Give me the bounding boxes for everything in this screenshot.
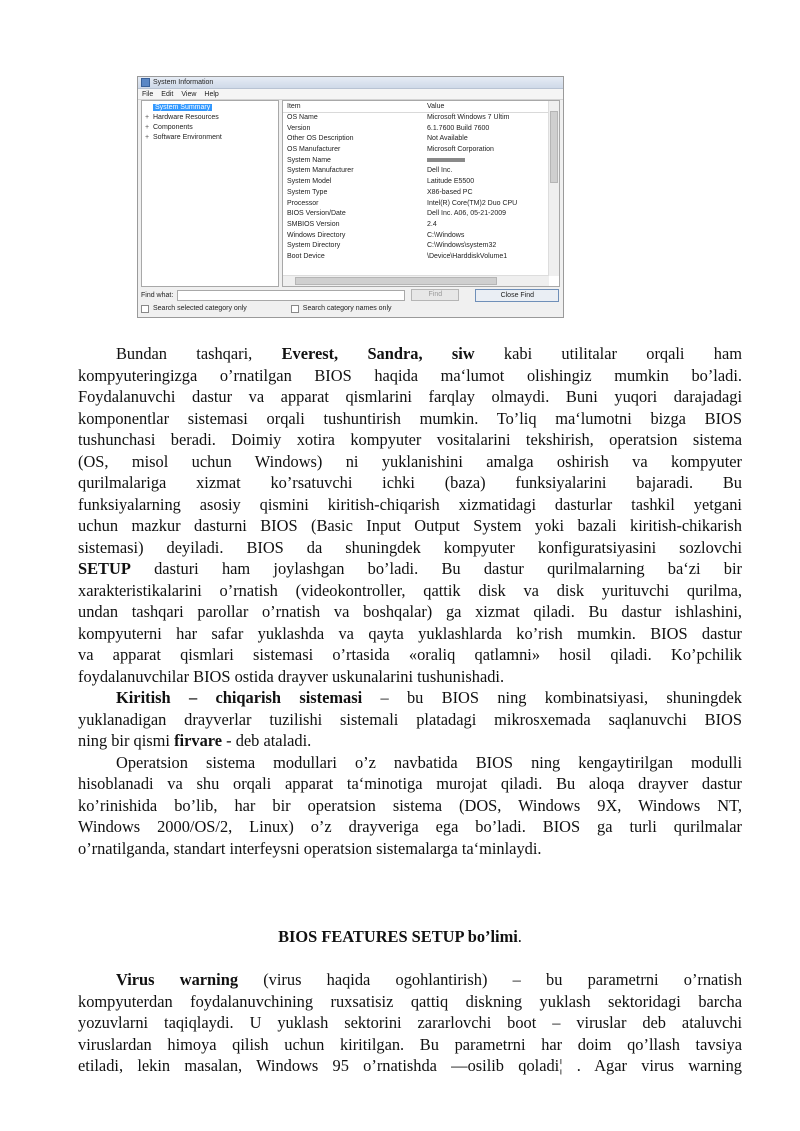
grid-cell-item: OS Manufacturer [287,146,341,154]
grid-row[interactable] [283,145,559,156]
p3-line: Windows 2000/OS/2, Linux) o’z drayveriga ega bo’ladi. BIOS ga turli qurilmalar [78,817,742,836]
menu-edit[interactable]: Edit [161,90,174,98]
p3-line-last: o’rnatilganda, standart interfeysni operatsion sistemalarga ta‘minlaydi. [78,839,542,858]
grid-row[interactable] [283,177,559,188]
grid-cell-value: C:\Windows [427,231,465,239]
grid-cell-value: Microsoft Windows 7 Ultim [427,114,510,121]
grid-cell-item: Version [287,124,311,132]
grid-cell-value: C:\Windows\system32 [427,242,497,250]
p2-line-last: ning bir qismi firvare - deb ataladi. [78,731,312,750]
search-names-checkbox[interactable] [291,305,299,313]
grid-cell-value: Latitude E5500 [427,178,475,186]
p1-line: uchun mazkur dasturni BIOS (Basic Input Output System yoki bazali kiritish-chikarish [78,516,742,535]
grid-cell-item: System Model [287,178,332,186]
grid-row[interactable] [283,166,559,177]
search-selected-checkbox[interactable] [141,305,149,313]
grid-cell-value: X86-based PC [427,188,473,196]
grid-cell-value [423,156,559,167]
grid-cell-item: OS Name [287,114,318,121]
grid-cell-value: Dell Inc. [427,167,453,175]
tree-item-hardware-resources[interactable]: + Hardware Resources [145,114,219,121]
p1-line-last: foydalanuvchilar BIOS ostida drayver uskunalarini tushunishadi. [78,667,505,686]
grid-cell-item: System Manufacturer [287,167,354,175]
search-selected-label: Search selected category only [153,305,247,312]
grid-row[interactable] [283,209,559,220]
grid-row[interactable] [283,188,559,199]
menu-help[interactable]: Help [204,90,219,98]
find-input[interactable] [177,290,405,301]
p1-line: Foydalanuvchi dastur va apparat qismlarini farqlay olmaydi. Buni yuqori darajadagi [78,387,742,406]
p1-line: undan tashqari parollar o’rnatish va boshqalar) ga xizmat qiladi. Bu dastur ishlashini, [78,602,742,621]
close-find-button[interactable]: Close Find [475,289,559,302]
grid-row[interactable] [283,134,559,145]
grid-header [283,101,559,113]
p4-line-1: Virus warning (virus haqida ogohlantirish) – bu parametrni o’rnatish [116,970,743,989]
p4-line: yozuvlarni taqiqlaydi. U yuklash sektorini zararlovchi boot – viruslar deb ataluvchi [78,1013,742,1032]
grid-cell-item: Boot Device [287,252,325,260]
grid-cell-item: Other OS Description [287,135,354,143]
tree-item-software-environment[interactable]: + Software Environment [145,134,222,141]
grid-cell-value: Dell Inc. A06, 05-21-2009 [427,210,506,218]
system-information-screenshot [137,76,564,318]
grid-cell-value: Microsoft Corporation [427,146,494,154]
grid-cell-item: System Name [287,156,331,164]
grid-rows [283,113,559,263]
window-titlebar [138,77,563,89]
grid-row[interactable] [283,156,559,167]
p1-line: tushunchasi beradi. Doimiy xotira kompyuter vositalarini tekshirish, operatsion sistema [78,430,742,449]
grid-cell-value: 2.4 [427,220,437,228]
grid-cell-item: Processor [287,199,319,207]
p4-line: viruslardan himoya qilish uchun kiritilgan. Bu parametrni har doim qo’llash tavsiya [78,1035,742,1054]
p1-line: va apparat qismlari sistemasi o’rtasida «oraliq qatlamni» hosil qiladi. Ko’pchilik [78,645,742,664]
p3-line: hisoblanadi va shu orqali apparat ta‘minotiga murojat qiladi. Bu aloqa drayver dastur [78,774,742,793]
window-title: System Information [153,79,214,86]
grid-cell-item: SMBIOS Version [287,220,340,228]
p4-line: etiladi, lekin masalan, Windows 95 o’rnatishda ―osilib qoladi¦ . Agar virus warning [78,1056,742,1075]
tree-item-system-summary[interactable]: System Summary [155,104,211,111]
grid-cell-item: Windows Directory [287,231,346,239]
grid-cell-item: System Directory [287,242,341,250]
p1-line: kompyuterni har safar yuklashda va qayta yuklashlarda ko’rish mumkin. BIOS dastur [78,624,742,643]
app-icon [141,78,150,87]
p1-line: xarakteristikalarini o’rnatish (videokontroller, qattik disk va disk yurituvchi qurilma, [78,581,742,600]
io-system-term: Kiritish – chiqarish sistemasi [116,688,363,707]
vertical-scrollbar[interactable] [548,101,559,276]
category-tree [141,100,279,287]
p3-line: ko’rinishida bo’lib, har bir operatsion sistema (DOS, Windows 9X, Windows NT, [78,796,742,815]
grid-cell-value: Intel(R) Core(TM)2 Duo CPU [427,199,518,207]
p1-line: sistemasi) deyiladi. BIOS da shuningdek kompyuter konfiguratsiyasini sozlovchi [78,538,742,557]
firmware-term: firvare [174,731,223,750]
grid-row[interactable] [283,241,559,252]
search-names-label: Search category names only [302,305,392,312]
p1-line-setup: SETUP dasturi ham joylashgan bo’ladi. Bu dastur qurilmalarning ba‘zi bir [78,559,742,578]
p3-line: Operatsion sistema modullari o’z navbatida BIOS ning kengaytirilgan modulli [116,753,742,772]
menu-bar [138,89,563,100]
find-button[interactable]: Find [411,289,459,301]
grid-row[interactable] [283,113,559,124]
find-label: Find what: [141,291,174,299]
utilities-names: Everest, Sandra, siw [281,344,475,363]
menu-file[interactable]: File [142,90,154,98]
p1-line: funksiyalarning asosiy qismini kiritish-chiqarish xizmatidagi dasturlar tashkil yetgani [78,495,742,514]
p1-line: kompyuteringizga o’rnatilgan BIOS haqida ma‘lumot olishingiz mumkin bo’ladi. [78,366,742,385]
section-heading: BIOS FEATURES SETUP bo’limi. [278,927,522,946]
column-item[interactable]: Item [287,103,301,110]
p2-line: yuklanadigan drayverlar tuzilishi sistemali platadagi mikrosxemada saqlanuvchi BIOS [78,710,742,729]
menu-view[interactable]: View [181,90,197,98]
setup-term: SETUP [78,559,131,578]
redacted-value [427,158,465,162]
p1-line-1: Bundan tashqari, Everest, Sandra, siw kabi utilitalar orqali ham [116,344,742,363]
virus-warning-term: Virus warning [116,970,239,989]
p2-line-1: Kiritish – chiqarish sistemasi – bu BIOS ning kombinatsiyasi, shuningdek [116,688,742,707]
horizontal-scrollbar[interactable] [283,275,549,286]
p1-line: (OS, misol uchun Windows) ni yuklanishini amalga oshirish va kompyuter [78,452,742,471]
grid-cell-item: System Type [287,188,328,196]
grid-row[interactable] [283,252,559,263]
grid-cell-value: \Device\HarddiskVolume1 [427,252,508,260]
find-bar [141,288,560,316]
p1-line: komponentlar sistemasi orqali tushuntirish mumkin. To’liq ma‘lumotni bizga BIOS [78,409,742,428]
p1-line: qurilmalariga xizmat ko’rsatuvchi ichki (baza) funksiyalarini bajaradi. Bu [78,473,742,492]
grid-row[interactable] [283,199,559,210]
tree-item-components[interactable]: + Components [145,124,193,131]
details-grid [282,100,560,287]
grid-row[interactable] [283,220,559,231]
grid-row[interactable] [283,124,559,135]
column-value[interactable]: Value [427,103,445,110]
p4-line: kompyuterdan foydalanuvchining ruxsatisiz qattiq diskning yuklash sektoridagi barcha [78,992,742,1011]
grid-row[interactable] [283,231,559,242]
grid-cell-item: BIOS Version/Date [287,210,346,218]
grid-cell-value: 6.1.7600 Build 7600 [427,124,490,132]
grid-cell-value: Not Available [427,135,468,143]
